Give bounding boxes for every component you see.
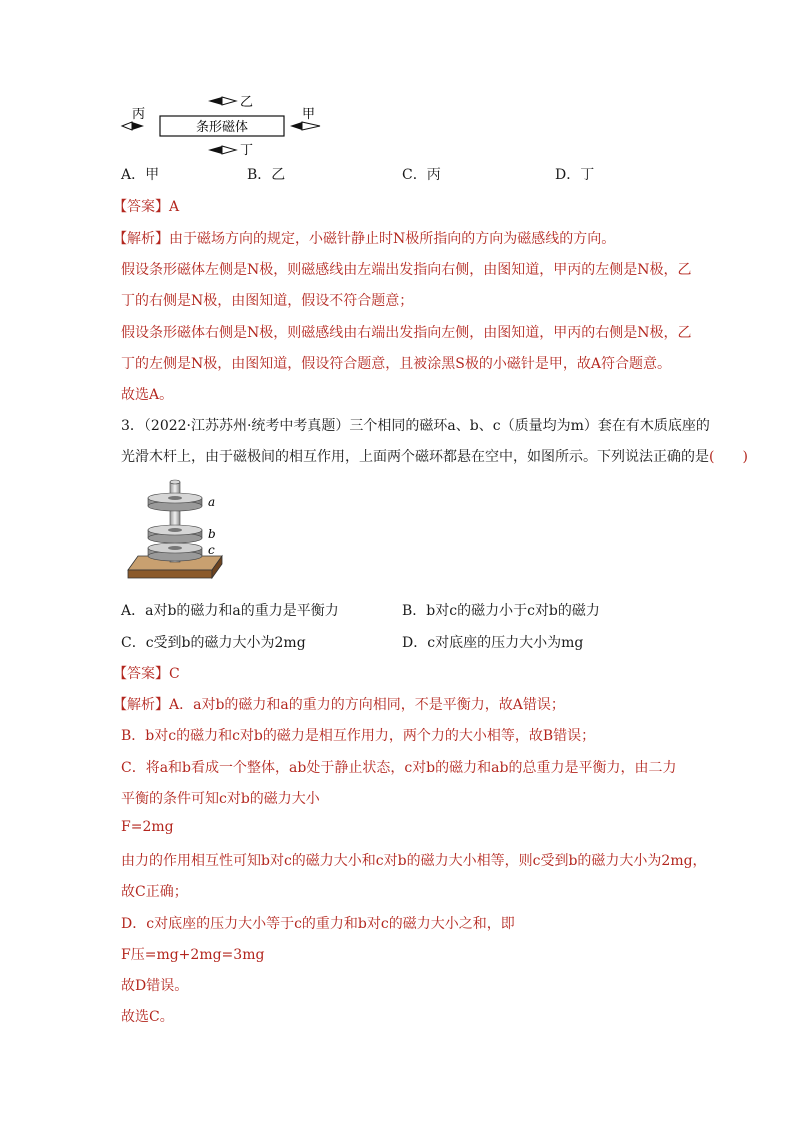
q3-analysis-line-8: D．c对底座的压力大小等于c的重力和b对c的磁力大小之和，即	[121, 916, 515, 932]
label-bing: 丙	[132, 107, 146, 122]
q3-analysis-line-9: F压=mg+2mg=3mg	[121, 947, 265, 963]
label-a: a	[208, 495, 216, 509]
q3-stem-line-1: 3．（2022·江苏苏州·统考中考真题）三个相同的磁环a、b、c（质量均为m）套在有木质底座的	[121, 418, 710, 434]
q2-option-c: C．丙	[402, 167, 441, 183]
q3-analysis-line-10: 故D错误。	[121, 978, 189, 994]
q3-analysis-line-6: 由力的作用相互性可知b对c的磁力大小和c对b的磁力大小相等，则c受到b的磁力大小为2mg，	[121, 853, 707, 869]
compass-needle-bing	[122, 122, 144, 130]
q2-option-b: B．乙	[247, 167, 286, 183]
q2-option-d: D．丁	[555, 167, 595, 183]
analysis-text: A．a对b的磁力和a的重力的方向相同，不是平衡力，故A错误；	[169, 697, 565, 713]
compass-needle-ding	[208, 146, 236, 154]
q2-analysis-line-1	[113, 228, 615, 248]
magnet-label: 条形磁体	[195, 120, 249, 135]
q3-analysis-line-7: 故C正确；	[121, 884, 188, 900]
q3-answer	[113, 663, 180, 683]
q3-option-c: C．c受到b的磁力大小为2mg	[121, 635, 306, 651]
q3-analysis-line-1	[113, 694, 565, 714]
q2-analysis-line-3: 丁的右侧是N极，由图知道，假设不符合题意；	[121, 293, 414, 309]
compass-needle-jia	[290, 122, 320, 130]
q3-stem-text: 光滑木杆上，由于磁极间的相互作用，上面两个磁环都悬在空中，如图所示。下列说法正确的是	[121, 449, 709, 465]
answer-value: C	[169, 666, 180, 682]
compass-needle-yi	[208, 97, 236, 105]
ring-c	[148, 543, 202, 561]
magnetic-rings-figure	[124, 478, 224, 584]
analysis-tag: 【解析】	[113, 697, 169, 713]
q3-option-b: B．b对c的磁力小于c对b的磁力	[402, 603, 600, 619]
q3-analysis-line-2: B．b对c的磁力和c对b的磁力是相互作用力，两个力的大小相等，故B错误；	[121, 728, 596, 744]
label-ding: 丁	[240, 143, 254, 158]
label-yi: 乙	[240, 95, 254, 110]
q3-option-d: D．c对底座的压力大小为mg	[402, 635, 584, 651]
q2-answer	[113, 196, 179, 216]
q3-option-a: A．a对b的磁力和a的重力是平衡力	[121, 603, 339, 619]
q2-option-a: A．甲	[121, 167, 160, 183]
answer-tag: 【答案】	[113, 666, 169, 682]
answer-tag: 【答案】	[113, 199, 169, 215]
answer-blank: ( )	[709, 449, 748, 465]
q3-analysis-line-3: C．将a和b看成一个整体，ab处于静止状态，c对b的磁力和ab的总重力是平衡力，由二力	[121, 760, 677, 776]
q3-analysis-line-5: F=2mg	[121, 819, 174, 835]
bar-magnet-figure	[120, 92, 330, 158]
answer-value: A	[169, 199, 180, 215]
q3-analysis-line-11: 故选C。	[121, 1009, 174, 1025]
analysis-text: 由于磁场方向的规定，小磁针静止时N极所指向的方向为磁感线的方向。	[169, 231, 616, 247]
ring-a	[148, 493, 202, 511]
ring-b	[148, 525, 202, 543]
q2-analysis-line-2: 假设条形磁体左侧是N极，则磁感线由左端出发指向右侧，由图知道，甲丙的左侧是N极，乙	[121, 262, 692, 278]
q3-stem-line-2	[121, 446, 748, 466]
q2-analysis-line-5: 丁的左侧是N极，由图知道，假设符合题意，且被涂黑S极的小磁针是甲，故A符合题意。	[121, 356, 671, 372]
analysis-tag: 【解析】	[113, 231, 169, 247]
label-c: c	[208, 543, 215, 557]
q2-analysis-line-6: 故选A。	[121, 387, 174, 403]
label-jia: 甲	[302, 107, 316, 122]
q3-analysis-line-4: 平衡的条件可知c对b的磁力大小	[121, 791, 320, 807]
q2-analysis-line-4: 假设条形磁体右侧是N极，则磁感线由右端出发指向左侧，由图知道，甲丙的右侧是N极，乙	[121, 325, 692, 341]
label-b: b	[208, 527, 216, 541]
